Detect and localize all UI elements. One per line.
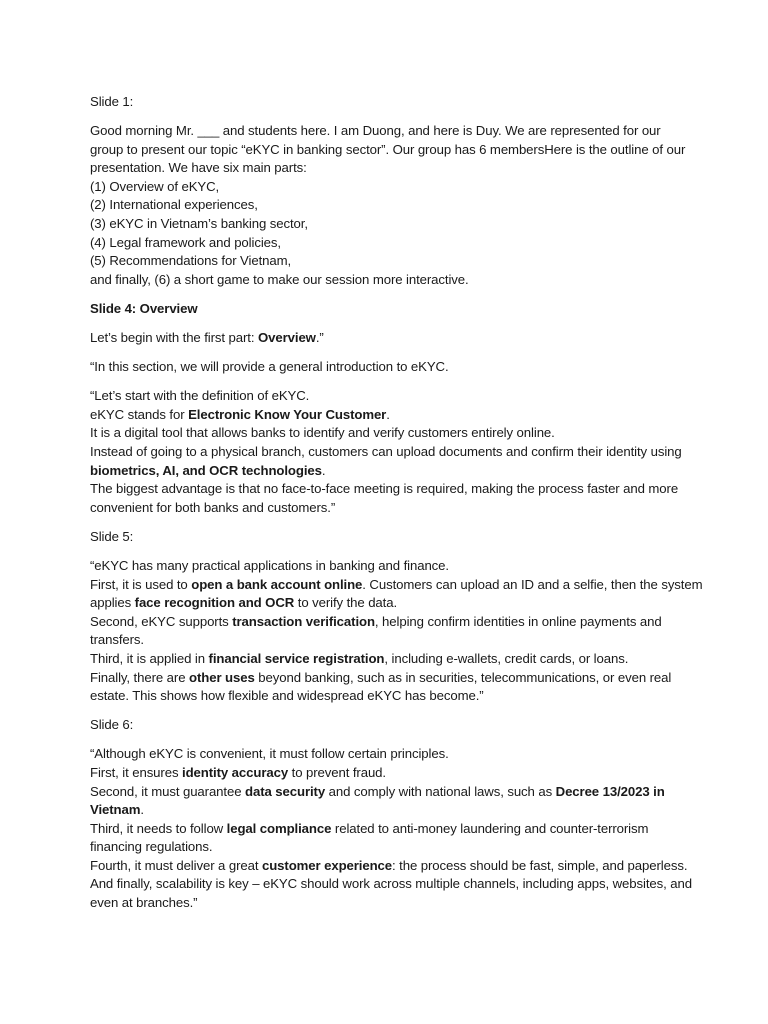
bold-text: transaction verification [232,613,375,629]
text-run: to prevent fraud. [288,764,386,780]
bold-text: Overview [257,330,316,346]
text-line [90,764,708,783]
text-run: estate. This shows how flexible and widespread eKYC has become.” [90,688,484,704]
text-run: “eKYC has many practical applications in banking and finance. [90,557,449,573]
text-run: presentation. We have six main parts: [90,160,307,176]
text-run: applies [90,595,135,611]
text-line [90,613,708,632]
text-line [90,462,708,481]
text-run: : the process should be fast, simple, and paperless. [392,857,688,873]
text-line [90,196,708,215]
bold-text: legal compliance [226,820,332,836]
text-run: . Customers can upload an ID and a selfie, then the system [362,576,703,592]
bold-text: face recognition and OCR [134,595,295,611]
text-run: It is a digital tool that allows banks to identify and verify customers entirely online. [90,425,555,441]
text-run: Fourth, it must deliver a great [90,857,262,873]
text-line [90,557,708,576]
text-run: “In this section, we will provide a general introduction to eKYC. [90,359,449,375]
paragraph [90,745,708,912]
paragraph [90,557,708,706]
text-run: (4) Legal framework and policies, [90,234,281,250]
paragraph [90,716,708,735]
text-run: Slide 6: [90,717,134,733]
paragraph [90,528,708,547]
text-run: group to present our topic “eKYC in banking sector”. Our group has 6 membersHere is the outline of our [90,141,686,157]
text-run: and finally, (6) a short game to make our session more interactive. [90,271,469,287]
text-line [90,801,708,820]
text-run: “Although eKYC is convenient, it must follow certain principles. [90,746,449,762]
text-line [90,93,708,112]
text-run: beyond banking, such as in securities, telecommunications, or even real [254,669,672,685]
text-run: “Let’s start with the definition of eKYC. [90,388,310,404]
text-run: Third, it is applied in [90,650,209,666]
text-run: Second, eKYC supports [90,613,233,629]
text-line [90,650,708,669]
text-run: Second, it must guarantee [90,783,246,799]
text-line [90,783,708,802]
text-run: Slide 1: [90,94,134,109]
text-line [90,745,708,764]
bold-text: biometrics, AI, and OCR technologies [90,462,322,478]
document-body [90,93,708,913]
text-line [90,857,708,876]
text-line [90,838,708,857]
text-line [90,576,708,595]
text-line [90,300,708,319]
text-run: Good morning Mr. ___ and students here. I am Duong, and here is Duy. We are represented for our [90,123,661,139]
text-run: transfers. [90,632,144,648]
text-line [90,358,708,377]
paragraph [90,329,708,348]
text-line [90,716,708,735]
bold-text: Vietnam [90,802,141,818]
text-run: and comply with national laws, such as [325,783,556,799]
text-line [90,329,708,348]
text-run: The biggest advantage is that no face-to-face meeting is required, making the process faster and more [90,481,679,497]
text-run: (1) Overview of eKYC, [90,178,220,194]
text-line [90,424,708,443]
text-run: to verify the data. [294,595,398,611]
text-line [90,687,708,706]
bold-text: other uses [189,669,255,685]
bold-text: financial service registration [208,650,385,666]
text-line [90,387,708,406]
text-run: , including e-wallets, credit cards, or loans. [384,650,629,666]
text-run: First, it is used to [90,576,192,592]
text-run: related to anti-money laundering and counter-terrorism [331,820,649,836]
text-line [90,406,708,425]
text-line [90,271,708,290]
paragraph [90,358,708,377]
bold-text: Slide 4: Overview [90,300,198,316]
text-line [90,875,708,894]
bold-text: open a bank account online [191,576,363,592]
text-line [90,141,708,160]
bold-text: Decree 13/2023 in [555,783,665,799]
text-run: financing regulations. [90,839,213,855]
bold-text: customer experience [261,857,393,873]
text-line [90,820,708,839]
text-line [90,631,708,650]
text-run: . [321,462,326,478]
text-line [90,594,708,613]
text-line [90,443,708,462]
text-run: Finally, there are [90,669,190,685]
text-run: even at branches.” [90,895,198,911]
paragraph [90,300,708,319]
text-line [90,178,708,197]
text-run: .” [315,330,324,346]
text-run: And finally, scalability is key – eKYC should work across multiple channels, including apps, websites, and [90,876,692,892]
text-line [90,234,708,253]
text-line [90,159,708,178]
text-run: eKYC stands for [90,406,189,422]
paragraph [90,387,708,517]
text-line [90,528,708,547]
text-run: convenient for both banks and customers.” [90,499,336,515]
text-line [90,894,708,913]
text-run: . [140,802,144,818]
text-run: (3) eKYC in Vietnam’s banking sector, [90,216,308,232]
bold-text: data security [245,783,326,799]
text-run: , helping confirm identities in online payments and [374,613,662,629]
text-line [90,252,708,271]
text-run: Let’s begin with the first part: [90,330,258,346]
bold-text: identity accuracy [182,764,289,780]
bold-text: Electronic Know Your Customer [188,406,387,422]
text-line [90,499,708,518]
text-line [90,215,708,234]
text-run: (5) Recommendations for Vietnam, [90,253,292,269]
text-run: First, it ensures [90,764,183,780]
paragraph [90,122,708,289]
text-line [90,122,708,141]
text-run: Slide 5: [90,528,134,544]
text-run: . [386,406,390,422]
text-run: (2) International experiences, [90,197,258,213]
paragraph [90,93,708,112]
text-line [90,480,708,499]
text-line [90,669,708,688]
text-run: Third, it needs to follow [90,820,227,836]
text-run: Instead of going to a physical branch, customers can upload documents and confirm their identity using [90,444,682,459]
